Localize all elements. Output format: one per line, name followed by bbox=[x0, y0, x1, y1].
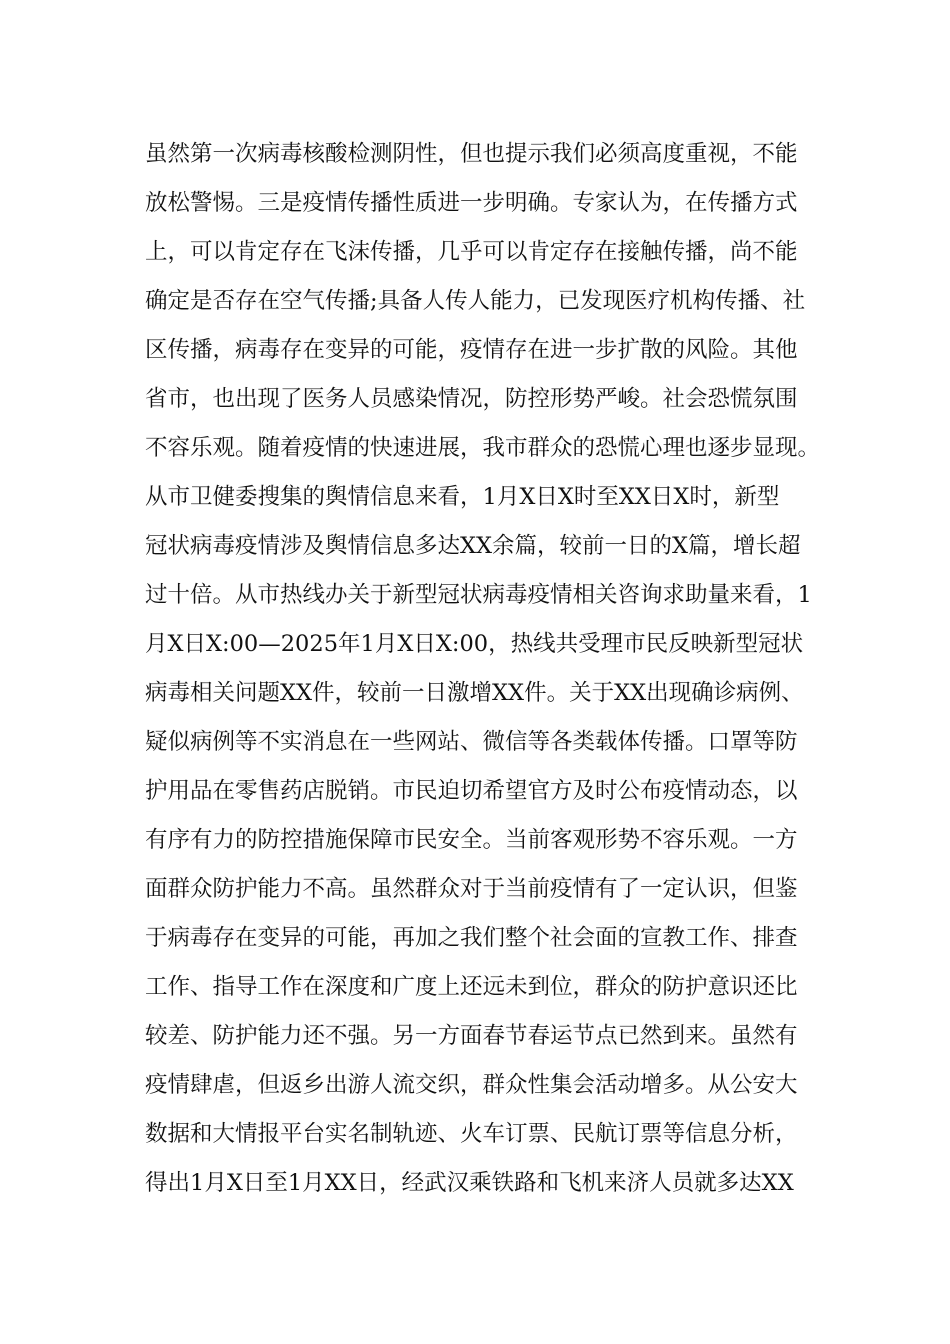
text-line: 较差、防护能力还不强。另一方面春节春运节点已然到来。虽然有 bbox=[145, 1023, 798, 1049]
text-line: 于病毒存在变异的可能，再加之我们整个社会面的宣教工作、排查 bbox=[145, 925, 798, 951]
text-line: 得出1月X日至1月XX日，经武汉乘铁路和飞机来济人员就多达XX bbox=[145, 1170, 794, 1196]
text-line: 疑似病例等不实消息在一些网站、微信等各类载体传播。口罩等防 bbox=[145, 729, 798, 755]
text-line: 确定是否存在空气传播;具备人传人能力，已发现医疗机构传播、社 bbox=[145, 288, 806, 314]
text-line: 不容乐观。随着疫情的快速进展，我市群众的恐慌心理也逐步显现。 bbox=[145, 435, 821, 461]
text-line: 病毒相关问题XX件，较前一日激增XX件。关于XX出现确诊病例、 bbox=[145, 680, 804, 706]
text-line: 冠状病毒疫情涉及舆情信息多达XX余篇，较前一日的X篇，增长超 bbox=[145, 533, 801, 559]
text-line: 面群众防护能力不高。虽然群众对于当前疫情有了一定认识，但鉴 bbox=[145, 876, 798, 902]
text-line: 上，可以肯定存在飞沫传播，几乎可以肯定存在接触传播，尚不能 bbox=[145, 239, 798, 265]
text-line: 省市，也出现了医务人员感染情况，防控形势严峻。社会恐慌氛围 bbox=[145, 386, 798, 412]
text-line: 有序有力的防控措施保障市民安全。当前客观形势不容乐观。一方 bbox=[145, 827, 798, 853]
text-line: 疫情肆虐，但返乡出游人流交织，群众性集会活动增多。从公安大 bbox=[145, 1072, 798, 1098]
text-line: 数据和大情报平台实名制轨迹、火车订票、民航订票等信息分析， bbox=[145, 1121, 798, 1147]
text-line: 护用品在零售药店脱销。市民迫切希望官方及时公布疫情动态，以 bbox=[145, 778, 798, 804]
text-line: 虽然第一次病毒核酸检测阴性，但也提示我们必须高度重视，不能 bbox=[145, 141, 798, 167]
text-line: 放松警惕。三是疫情传播性质进一步明确。专家认为，在传播方式 bbox=[145, 190, 798, 216]
text-line: 过十倍。从市热线办关于新型冠状病毒疫情相关咨询求助量来看，1 bbox=[145, 582, 812, 608]
body-text bbox=[145, 130, 835, 1208]
text-line: 从市卫健委搜集的舆情信息来看，1月X日X时至XX日X时，新型 bbox=[145, 484, 780, 510]
text-line: 区传播，病毒存在变异的可能，疫情存在进一步扩散的风险。其他 bbox=[145, 337, 798, 363]
text-line: 月X日X:00—2025年1月X日X:00，热线共受理市民反映新型冠状 bbox=[145, 631, 804, 657]
text-line: 工作、指导工作在深度和广度上还远未到位，群众的防护意识还比 bbox=[145, 974, 798, 1000]
